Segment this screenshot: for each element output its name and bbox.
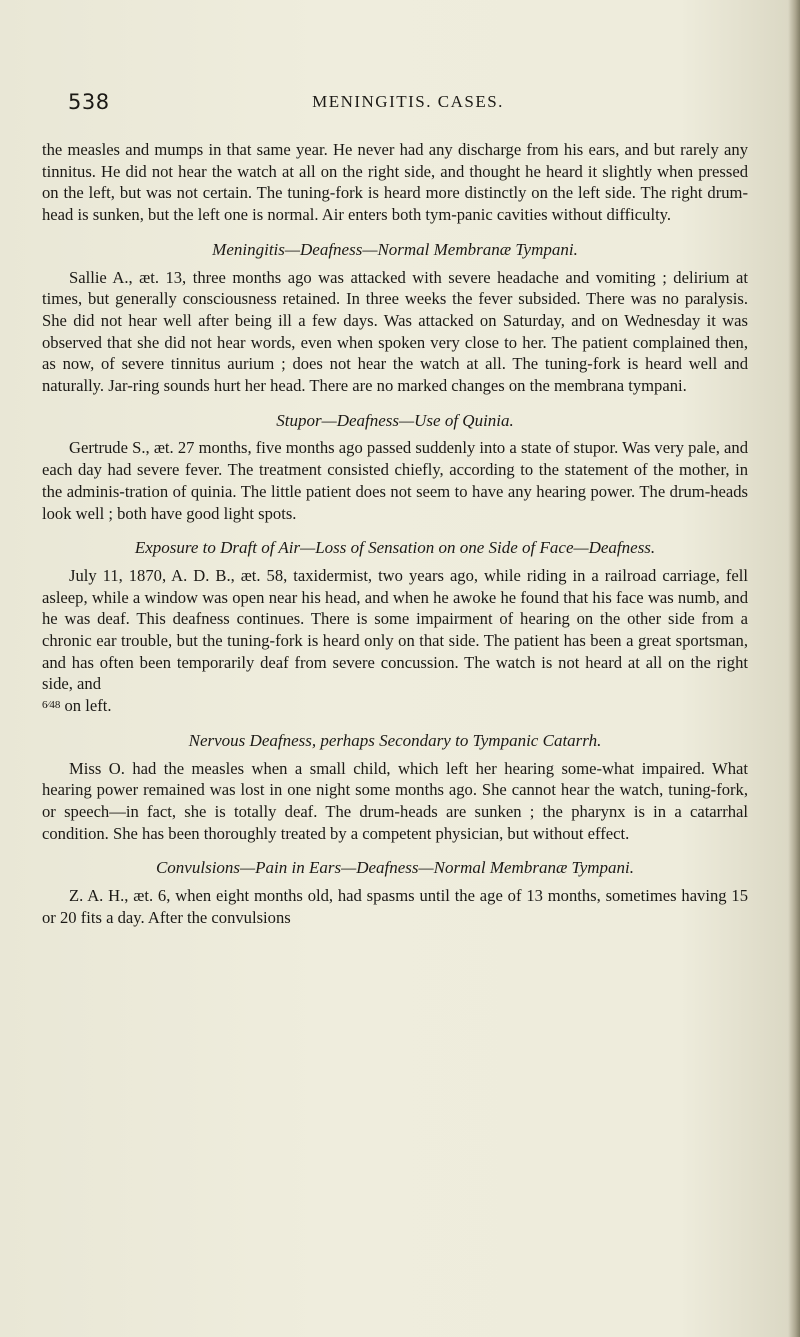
case1-paragraph: Sallie A., æt. 13, three months ago was attacked with severe headache and vomiting ; delirium at times, but generally consciousness retained. In three weeks the fever subsided. There was no paralysis. She did not hear well after being ill a few days. Was attacked on Saturday, and on Wednesday it was observed that she did not hear words, even when spoken very close to her. The patient complained then, as now, of severe tinnitus aurium ; does not hear the watch at all. The tuning-fork is heard well and naturally. Jar-ring sounds hurt her head. There are no marked changes on the membrana tympani. — [42, 267, 748, 396]
page-edge-shadow — [788, 0, 800, 1337]
case4-heading: Nervous Deafness, perhaps Secondary to Tympanic Catarrh. — [188, 730, 602, 750]
case2-paragraph: Gertrude S., æt. 27 months, five months ago passed suddenly into a state of stupor. Was very pale, and each day had severe fever. The treatment consisted chiefly, according to the statement of the mother, in the adminis-tration of quinia. The little patient does not seem to have any hearing power. The drum-heads look well ; both have good light spots. — [42, 438, 748, 523]
case3-fraction: 6⁄48 — [42, 699, 61, 712]
case3-tail: on left. — [64, 696, 112, 716]
page-number: 538 — [68, 90, 110, 114]
intro-paragraph: the measles and mumps in that same year. He never had any discharge from his ears, and but rarely any tinnitus. He did not hear the watch at all on the right side, and thought he heard it slightly when pressed on the left, but was not certain. The tuning-fork is heard more distinctly on the left side. The right drum-head is sunken, but the left one is normal. Air enters both tym-panic cavities without difficulty. — [42, 140, 748, 225]
case3-paragraph — [42, 565, 748, 717]
case3-heading: Exposure to Draft of Air—Loss of Sensation on one Side of Face—Deafness. — [134, 538, 656, 558]
case5-heading: Convulsions—Pain in Ears—Deafness—Normal Membranæ Tympani. — [155, 858, 635, 878]
case3-text: July 11, 1870, A. D. B., æt. 58, taxidermist, two years ago, while riding in a railroad carriage, fell asleep, while a window was open near his head, and when he awoke he found that his face was numb, and he was deaf. This deafness continues. There is some impairment of hearing on the other side from a chronic ear trouble, but the tuning-fork is heard only on that side. The patient has been a great sportsman, and has often been temporarily deaf from severe concussion. The watch is not heard at all on the right side, and — [42, 565, 748, 694]
case4-paragraph: Miss O. had the measles when a small child, which left her hearing some-what impaired. What hearing power remained was lost in one night some months ago. She cannot hear the watch, tuning-fork, or speech—in fact, she is totally deaf. The drum-heads are sunken ; the pharynx is in a catarrhal condition. She has been thoroughly treated by a competent physician, but without effect. — [42, 758, 748, 843]
page-header — [68, 90, 748, 114]
body-text — [42, 139, 748, 929]
case5-paragraph: Z. A. H., æt. 6, when eight months old, had spasms until the age of 13 months, sometimes having 15 or 20 fits a day. After the convulsions — [42, 886, 748, 927]
running-head: MENINGITIS. CASES. — [312, 92, 504, 111]
case2-heading: Stupor—Deafness—Use of Quinia. — [276, 410, 514, 430]
case1-heading: Meningitis—Deafness—Normal Membranæ Tympani. — [212, 239, 578, 259]
